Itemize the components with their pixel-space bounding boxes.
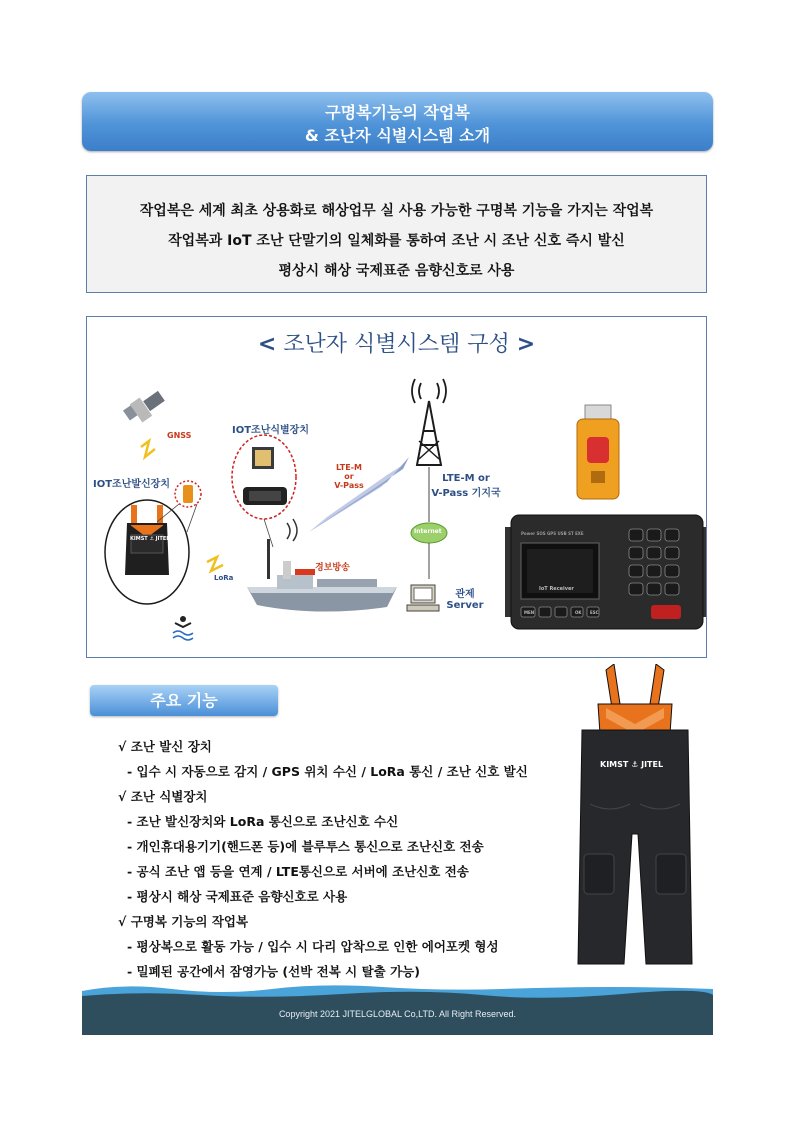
feature-item: - 공식 조난 앱 등을 연계 / LTE통신으로 서버에 조난신호 전송 bbox=[127, 864, 469, 879]
intro-line-3: 평상시 해상 국제표준 음향신호로 사용 bbox=[278, 263, 515, 279]
lightning-icon bbox=[207, 557, 223, 571]
receiver-ok-button: OK bbox=[575, 610, 582, 615]
footer bbox=[82, 983, 713, 1035]
swimmer-icon bbox=[173, 616, 193, 640]
feature-heading-3: √ 구명복 기능의 작업복 bbox=[118, 914, 249, 929]
boat-icon bbox=[247, 539, 397, 612]
footer-copyright: Copyright 2021 JITELGLOBAL Co,LTD. All Right Reserved. bbox=[278, 1009, 517, 1019]
label-lora: LoRa bbox=[214, 574, 234, 582]
receiver-menu-button: MEN bbox=[524, 610, 535, 615]
receiver-label: IoT Receiver bbox=[539, 586, 574, 592]
feature-item: - 입수 시 자동으로 감지 / GPS 위치 수신 / LoRa 통신 / 조난 신호 발신 bbox=[127, 764, 528, 779]
satellite-icon bbox=[123, 391, 165, 423]
feature-heading-1: √ 조난 발신 장치 bbox=[118, 739, 212, 754]
feature-item: - 개인휴대용기기(핸드폰 등)에 블루투스 통신으로 조난신호 전송 bbox=[127, 839, 484, 854]
garment-brand-label: KIMST ⚓ JITEL bbox=[600, 760, 664, 769]
feature-item: - 평상시 해상 국제표준 음향신호로 사용 bbox=[127, 889, 348, 904]
vest-brand-small: KIMST ⚓ JITEL bbox=[130, 536, 170, 542]
computer-icon bbox=[407, 585, 439, 611]
diagram-illustration bbox=[87, 317, 706, 657]
intro-box bbox=[86, 175, 707, 293]
workwear-suit-image bbox=[570, 664, 700, 979]
feature-item: - 밀폐된 공간에서 잠영가능 (선박 전복 시 탈출 가능) bbox=[127, 964, 420, 979]
header-title-line2: & 조난자 식별시스템 소개 bbox=[304, 126, 491, 145]
intro-line-2: 작업복과 IoT 조난 단말기의 일체화를 통하여 조난 시 조난 신호 즉시 발신 bbox=[168, 233, 625, 249]
header-title-line1: 구명복기능의 작업복 bbox=[325, 103, 470, 122]
label-internet: Internet bbox=[414, 528, 442, 535]
lightning-icon bbox=[141, 441, 155, 457]
system-diagram bbox=[86, 316, 707, 658]
label-alarm: 경보방송 bbox=[315, 563, 350, 573]
feature-item: - 평상복으로 활동 가능 / 입수 시 다리 압착으로 인한 에어포켓 형성 bbox=[127, 939, 499, 954]
label-iot-identify: IOT조난식별장치 bbox=[232, 425, 310, 436]
label-iot-transmit: IOT조난발신장치 bbox=[93, 479, 171, 490]
diagram-title: < 조난자 식별시스템 구성 > bbox=[257, 332, 536, 357]
receiver-status-lights: Power SOS GPS USB ST EXE bbox=[521, 531, 584, 536]
header-banner bbox=[82, 92, 713, 151]
label-gnss: GNSS bbox=[167, 431, 192, 440]
label-control-server: 관제 Server bbox=[446, 589, 484, 611]
feature-item: - 조난 발신장치와 LoRa 통신으로 조난신호 수신 bbox=[127, 814, 399, 829]
label-lte-left: LTE-M or V-Pass bbox=[334, 463, 364, 490]
receiver-esc-button: ESC bbox=[590, 610, 599, 615]
intro-line-1: 작업복은 세계 최초 상용화로 해상업무 실 사용 가능한 구명복 기능을 가지는 작업복 bbox=[139, 203, 654, 219]
feature-heading-2: √ 조난 식별장치 bbox=[118, 789, 208, 804]
cell-tower-icon bbox=[412, 379, 446, 465]
features-header: 주요 기능 bbox=[90, 685, 278, 716]
label-lte-right: LTE-M or V-Pass 기지국 bbox=[431, 473, 501, 499]
identify-device-photo bbox=[577, 405, 619, 499]
